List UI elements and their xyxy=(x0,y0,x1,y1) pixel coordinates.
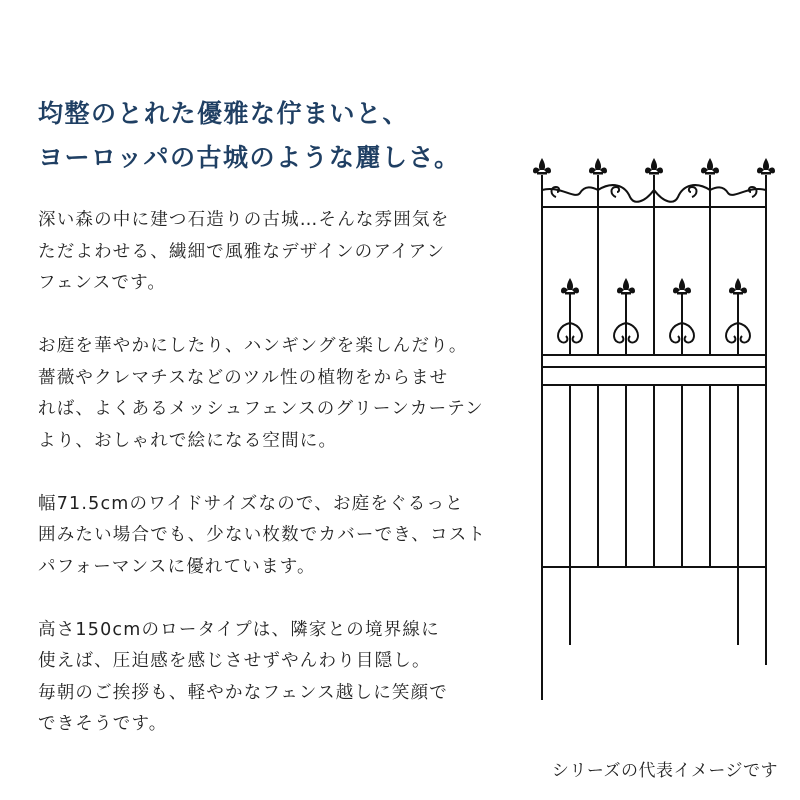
text-line: お庭を華やかにしたり、ハンギングを楽しんだり。 xyxy=(38,336,468,356)
heading-line-2: ヨーロッパの古城のような麗しさ。 xyxy=(38,143,461,172)
text-line: 深い森の中に建つ石造りの古城…そんな雰囲気を xyxy=(38,210,450,230)
heading-line-1: 均整のとれた優雅な佇まいと、 xyxy=(38,99,410,128)
text-line: ただよわせる、繊細で風雅なデザインのアイアン xyxy=(38,241,446,262)
image-caption: シリーズの代表イメージです xyxy=(551,761,778,781)
text-line: 毎朝のご挨拶も、軽やかなフェンス越しに笑顔で xyxy=(38,682,448,703)
paragraph-height xyxy=(38,615,528,741)
iron-fence-illustration xyxy=(520,145,790,700)
text-line: より、おしゃれで絵になる空間に。 xyxy=(38,430,338,451)
text-line: 薔薇やクレマチスなどのツル性の植物をからませ xyxy=(38,367,449,388)
text-line: フェンスです。 xyxy=(38,273,167,293)
paragraph-garden-use xyxy=(38,331,528,457)
page-heading xyxy=(38,92,461,180)
text-line: 幅71.5cmのワイドサイズなので、お庭をぐるっと xyxy=(38,493,464,514)
paragraph-width xyxy=(38,489,528,584)
text-line: できそうです。 xyxy=(38,714,168,734)
description xyxy=(38,205,528,772)
text-line: 囲みたい場合でも、少ない枚数でカバーでき、コスト xyxy=(38,525,487,545)
text-line: パフォーマンスに優れています。 xyxy=(38,556,316,577)
text-line: 高さ150cmのロータイプは、隣家との境界線に xyxy=(38,619,440,640)
text-line: れば、よくあるメッシュフェンスのグリーンカーテン xyxy=(38,399,484,419)
text-line: 使えば、圧迫感を感じさせずやんわり目隠し。 xyxy=(38,651,431,671)
paragraph-atmosphere xyxy=(38,205,528,300)
